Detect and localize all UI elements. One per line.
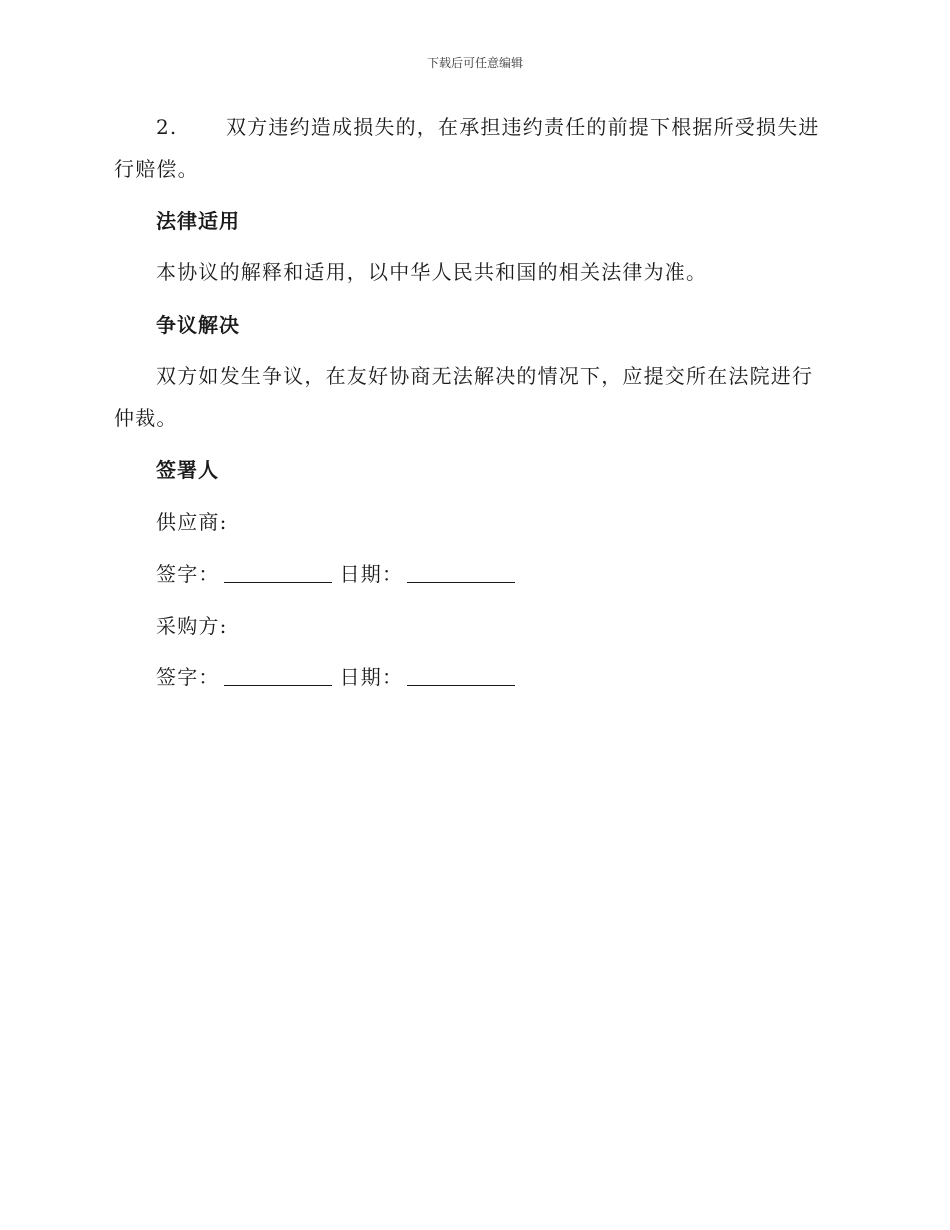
buyer-sign-row <box>156 663 523 691</box>
buyer-label: 采购方: <box>156 614 228 638</box>
clause-text: 双方违约造成损失的，在承担违约责任的前提下根据所受损失进行赔偿。 <box>114 115 820 181</box>
dispute-heading: 争议解决 <box>156 313 240 337</box>
clause-number: 2. <box>156 115 178 139</box>
sign-label: 签字： <box>156 665 220 689</box>
law-paragraph: 本协议的解释和适用，以中华人民共和国的相关法律为准。 <box>156 260 708 284</box>
sign-label: 签字： <box>156 562 220 586</box>
supplier-label: 供应商: <box>156 510 228 534</box>
supplier-date-blank[interactable] <box>407 562 515 583</box>
page-header: 下载后可任意编辑 <box>426 56 523 70</box>
clause-2 <box>114 106 834 190</box>
supplier-signature-blank[interactable] <box>224 562 332 583</box>
buyer-date-blank[interactable] <box>407 665 515 686</box>
date-label: 日期： <box>339 665 404 689</box>
buyer-signature-blank[interactable] <box>224 665 332 686</box>
supplier-sign-row <box>156 560 523 588</box>
dispute-paragraph: 双方如发生争议，在友好协商无法解决的情况下，应提交所在法院进行仲裁。 <box>114 364 814 430</box>
law-heading: 法律适用 <box>156 209 240 233</box>
signers-heading: 签署人 <box>156 458 219 482</box>
date-label: 日期： <box>339 562 404 586</box>
